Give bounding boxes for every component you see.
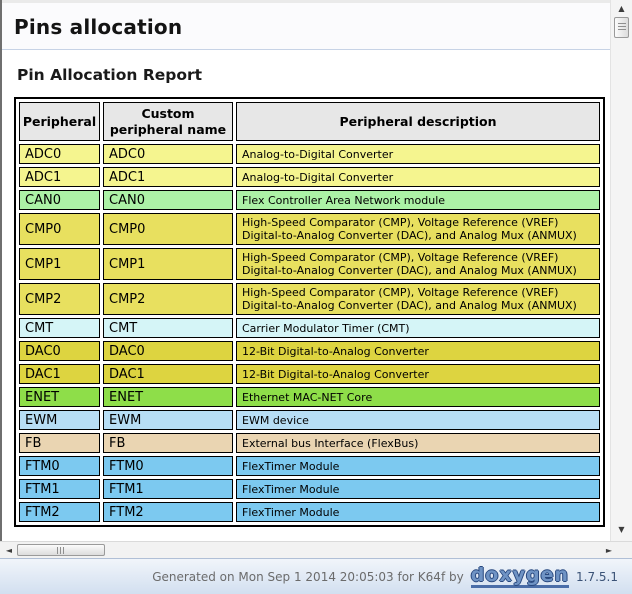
- scrollbar-grip-icon: [618, 23, 626, 32]
- description-cell: High-Speed Comparator (CMP), Voltage Reference (VREF) Digital-to-Analog Converter (DAC), and Analog Mux (ANMUX): [236, 283, 600, 315]
- custom-name-cell: ENET: [103, 387, 233, 407]
- description-cell: EWM device: [236, 410, 600, 430]
- peripheral-cell: CMP1: [19, 248, 100, 280]
- peripheral-cell: ADC1: [19, 167, 100, 187]
- description-cell: 12-Bit Digital-to-Analog Converter: [236, 364, 600, 384]
- peripheral-cell: ADC0: [19, 144, 100, 164]
- description-cell: 12-Bit Digital-to-Analog Converter: [236, 341, 600, 361]
- table-body: [19, 144, 600, 522]
- page-header: [2, 3, 610, 50]
- table-row-ftm0: [19, 456, 600, 476]
- peripheral-cell: DAC0: [19, 341, 100, 361]
- custom-name-cell: CAN0: [103, 190, 233, 210]
- peripheral-cell: CMP2: [19, 283, 100, 315]
- table-row-ftm1: [19, 479, 600, 499]
- description-cell: Carrier Modulator Timer (CMT): [236, 318, 600, 338]
- peripheral-cell: CMT: [19, 318, 100, 338]
- table-header-row-inner: [19, 102, 600, 141]
- custom-name-cell: CMP0: [103, 213, 233, 245]
- description-cell: Ethernet MAC-NET Core: [236, 387, 600, 407]
- table-row-dac0: [19, 341, 600, 361]
- table-row-cmt: [19, 318, 600, 338]
- page-title: Pins allocation: [14, 15, 183, 39]
- peripheral-cell: FB: [19, 433, 100, 453]
- description-cell: FlexTimer Module: [236, 479, 600, 499]
- description-cell: High-Speed Comparator (CMP), Voltage Reference (VREF) Digital-to-Analog Converter (DAC), and Analog Mux (ANMUX): [236, 248, 600, 280]
- table-row-adc0: [19, 144, 600, 164]
- horizontal-scrollbar[interactable]: [0, 541, 632, 558]
- peripheral-cell: CMP0: [19, 213, 100, 245]
- peripheral-cell: EWM: [19, 410, 100, 430]
- description-cell: FlexTimer Module: [236, 456, 600, 476]
- custom-name-cell: FTM2: [103, 502, 233, 522]
- description-cell: External bus Interface (FlexBus): [236, 433, 600, 453]
- custom-name-cell: ADC1: [103, 167, 233, 187]
- peripheral-cell: FTM2: [19, 502, 100, 522]
- table-row-cmp0: [19, 213, 600, 245]
- table-row-ftm2: [19, 502, 600, 522]
- custom-name-cell: CMP1: [103, 248, 233, 280]
- scroll-left-icon[interactable]: ◄: [5, 546, 13, 555]
- peripheral-cell: ENET: [19, 387, 100, 407]
- doxygen-logo[interactable]: doxygen: [470, 564, 570, 586]
- peripheral-cell: CAN0: [19, 190, 100, 210]
- column-header-0: Peripheral: [19, 102, 100, 141]
- table-row-adc1: [19, 167, 600, 187]
- table-header-row: [19, 102, 600, 141]
- custom-name-cell: CMT: [103, 318, 233, 338]
- description-cell: Analog-to-Digital Converter: [236, 144, 600, 164]
- pin-allocation-table: [14, 97, 605, 527]
- vertical-scrollbar-thumb[interactable]: [614, 17, 629, 38]
- table-row-ewm: [19, 410, 600, 430]
- table-row-cmp1: [19, 248, 600, 280]
- description-cell: Flex Controller Area Network module: [236, 190, 600, 210]
- generated-text: Generated on Mon Sep 1 2014 20:05:03 for K64f by: [152, 569, 464, 584]
- custom-name-cell: FTM0: [103, 456, 233, 476]
- column-header-1: Custom peripheral name: [103, 102, 233, 141]
- scroll-down-icon[interactable]: ▼: [618, 525, 625, 534]
- scroll-right-icon[interactable]: ►: [605, 546, 613, 555]
- table-row-enet: [19, 387, 600, 407]
- custom-name-cell: FB: [103, 433, 233, 453]
- description-cell: High-Speed Comparator (CMP), Voltage Reference (VREF) Digital-to-Analog Converter (DAC), and Analog Mux (ANMUX): [236, 213, 600, 245]
- custom-name-cell: EWM: [103, 410, 233, 430]
- description-cell: Analog-to-Digital Converter: [236, 167, 600, 187]
- scrollbar-grip-icon: [57, 547, 66, 554]
- report-heading: Pin Allocation Report: [17, 66, 203, 84]
- custom-name-cell: CMP2: [103, 283, 233, 315]
- table-row-fb: [19, 433, 600, 453]
- peripheral-cell: DAC1: [19, 364, 100, 384]
- custom-name-cell: DAC1: [103, 364, 233, 384]
- document-viewport: [2, 3, 610, 541]
- scroll-up-icon[interactable]: ▲: [618, 4, 625, 13]
- custom-name-cell: DAC0: [103, 341, 233, 361]
- peripheral-cell: FTM1: [19, 479, 100, 499]
- custom-name-cell: ADC0: [103, 144, 233, 164]
- footer-bar: [0, 558, 632, 594]
- vertical-scrollbar[interactable]: [610, 0, 632, 541]
- table-row-can0: [19, 190, 600, 210]
- table-row-cmp2: [19, 283, 600, 315]
- peripheral-cell: FTM0: [19, 456, 100, 476]
- table-row-dac1: [19, 364, 600, 384]
- column-header-2: Peripheral description: [236, 102, 600, 141]
- horizontal-scrollbar-thumb[interactable]: [17, 544, 105, 556]
- custom-name-cell: FTM1: [103, 479, 233, 499]
- doxygen-version: 1.7.5.1: [576, 569, 618, 584]
- description-cell: FlexTimer Module: [236, 502, 600, 522]
